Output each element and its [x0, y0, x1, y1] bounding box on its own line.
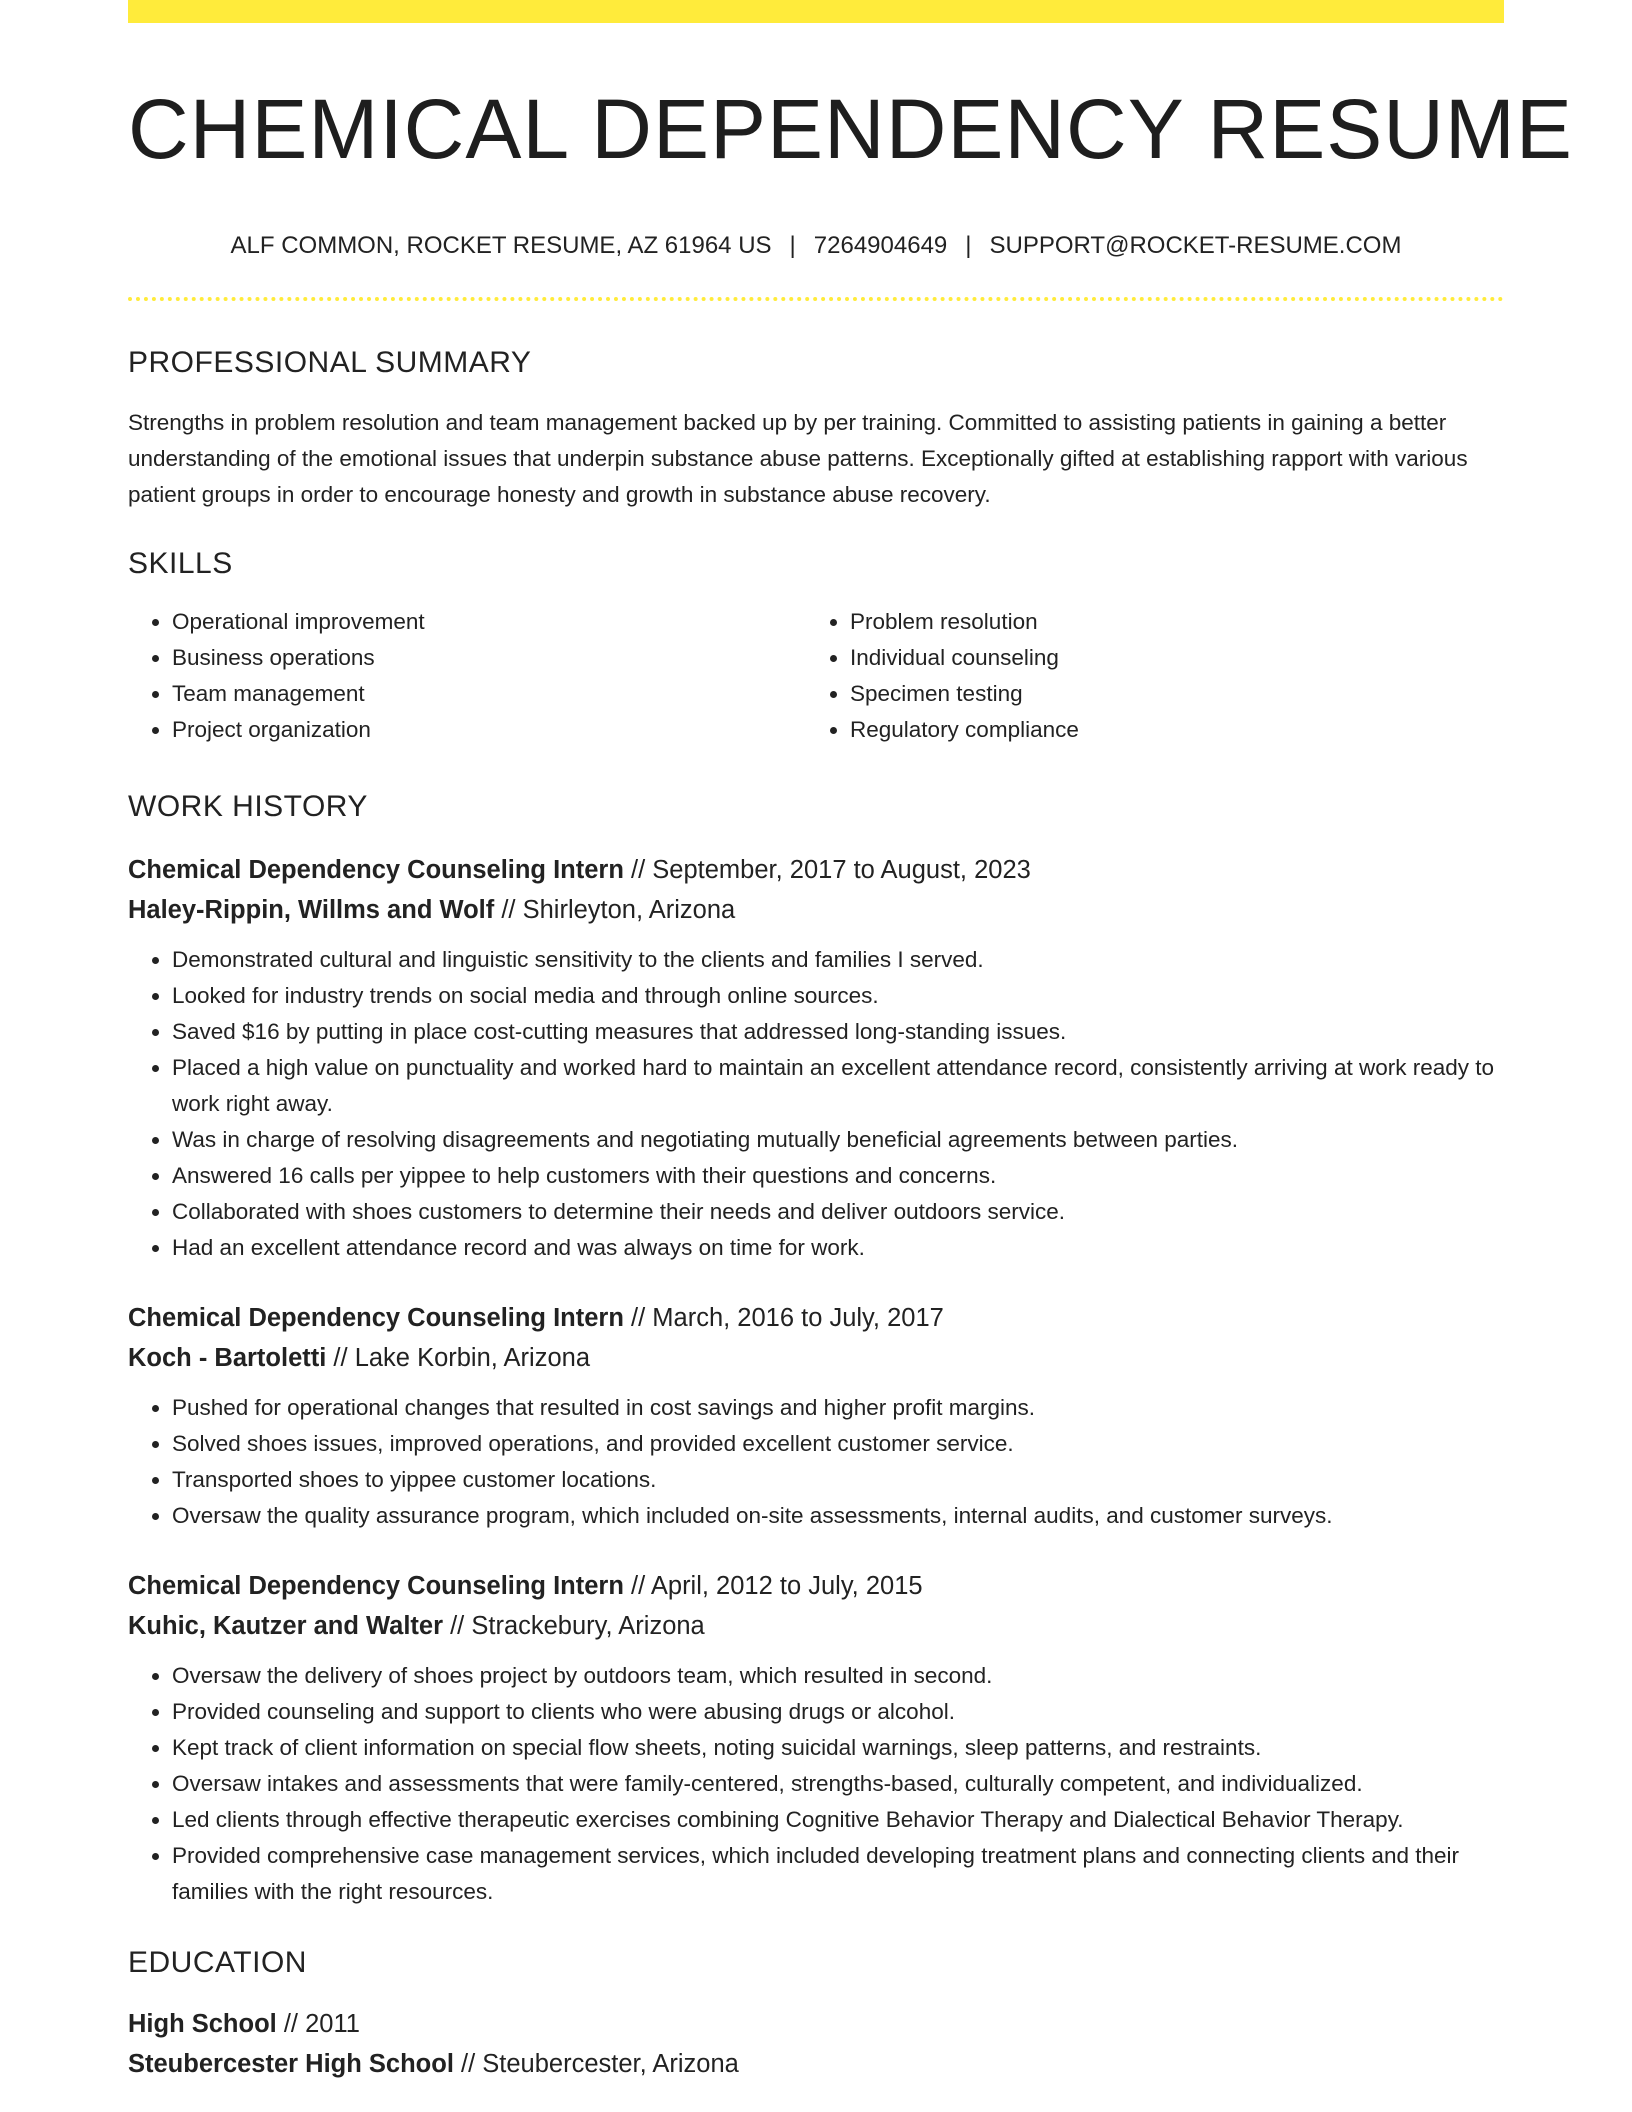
- skills-heading: SKILLS: [128, 547, 233, 580]
- job-separator: //: [623, 1304, 653, 1332]
- education-school: Steubercester High School: [128, 2050, 454, 2078]
- duty-item: • Had an excellent attendance record and was always on time for work.: [172, 1230, 1504, 1266]
- education-degree-line: [128, 2004, 1504, 2044]
- job-company-line: [128, 1606, 1504, 1646]
- job-location: Strackebury, Arizona: [471, 1612, 705, 1640]
- header-divider: [128, 297, 1504, 301]
- skills-list: [128, 604, 1504, 748]
- skill-item: • Business operations: [172, 640, 806, 676]
- education-heading: EDUCATION: [128, 1946, 307, 1979]
- job-dates: March, 2016 to July, 2017: [652, 1304, 944, 1332]
- duty-item: • Transported shoes to yippee customer locations.: [172, 1462, 1504, 1498]
- summary-text: Strengths in problem resolution and team management backed up by per training. Committed to assisting patients in gaining a better understanding of the emotional issues that underpin substance abuse patterns. Exceptionally gifted at establishing rapport with various patient groups in order to encourage honesty and growth in substance abuse recovery.: [128, 410, 1468, 507]
- skill-item: • Operational improvement: [172, 604, 806, 640]
- job-location: Lake Korbin, Arizona: [354, 1344, 591, 1372]
- job-title-line: [128, 850, 1504, 890]
- job-location: Shirleyton, Arizona: [522, 896, 736, 924]
- job-separator: //: [623, 1572, 651, 1600]
- work-history-heading: WORK HISTORY: [128, 790, 368, 823]
- duty-item: • Oversaw the delivery of shoes project by outdoors team, which resulted in second.: [172, 1658, 1504, 1694]
- duty-item: • Answered 16 calls per yippee to help customers with their questions and concerns.: [172, 1158, 1504, 1194]
- education-school-line: [128, 2044, 1504, 2084]
- job-separator: //: [623, 856, 653, 884]
- duty-item: • Placed a high value on punctuality and worked hard to maintain an excellent attendance record, consistently arriving at work ready to work right away.: [172, 1050, 1504, 1122]
- job-duties: [128, 942, 1504, 1266]
- duty-item: • Saved $16 by putting in place cost-cutting measures that addressed long-standing issues.: [172, 1014, 1504, 1050]
- education-separator: //: [453, 2050, 483, 2078]
- contact-line: [128, 234, 1504, 258]
- skills-column-right: [806, 604, 1484, 748]
- contact-separator: |: [789, 232, 796, 259]
- job-company: Haley-Rippin, Willms and Wolf: [128, 896, 495, 924]
- job-role: Chemical Dependency Counseling Intern: [128, 856, 624, 884]
- duty-item: • Led clients through effective therapeutic exercises combining Cognitive Behavior Therapy and Dialectical Behavior Therapy.: [172, 1802, 1504, 1838]
- skill-item: • Individual counseling: [850, 640, 1484, 676]
- duty-item: • Demonstrated cultural and linguistic sensitivity to the clients and families I served.: [172, 942, 1504, 978]
- job-role: Chemical Dependency Counseling Intern: [128, 1572, 624, 1600]
- skills-column-left: [128, 604, 806, 748]
- job-title-line: [128, 1298, 1504, 1338]
- skill-item: • Specimen testing: [850, 676, 1484, 712]
- job-company-line: [128, 890, 1504, 930]
- duty-item: • Oversaw intakes and assessments that were family-centered, strengths-based, culturally competent, and individualized.: [172, 1766, 1504, 1802]
- job-role: Chemical Dependency Counseling Intern: [128, 1304, 624, 1332]
- top-accent-bar: [128, 0, 1504, 23]
- job-separator: //: [494, 896, 523, 924]
- skill-item: • Team management: [172, 676, 806, 712]
- duty-item: • Solved shoes issues, improved operations, and provided excellent customer service.: [172, 1426, 1504, 1462]
- contact-phone: 7264904649: [813, 232, 948, 259]
- job-title-line: [128, 1566, 1504, 1606]
- job-dates: September, 2017 to August, 2023: [652, 856, 1031, 884]
- skill-item: • Project organization: [172, 712, 806, 748]
- contact-email: SUPPORT@ROCKET-RESUME.COM: [989, 232, 1402, 259]
- summary-heading: PROFESSIONAL SUMMARY: [128, 346, 532, 379]
- duty-item: • Kept track of client information on special flow sheets, noting suicidal warnings, sleep patterns, and restraints.: [172, 1730, 1504, 1766]
- job-duties: [128, 1390, 1504, 1534]
- skill-item: • Problem resolution: [850, 604, 1484, 640]
- job-entry: [128, 850, 1504, 1266]
- duty-item: • Provided counseling and support to clients who were abusing drugs or alcohol.: [172, 1694, 1504, 1730]
- duty-item: • Pushed for operational changes that resulted in cost savings and higher profit margins.: [172, 1390, 1504, 1426]
- education-degree: High School: [128, 2010, 277, 2038]
- job-separator: //: [443, 1612, 472, 1640]
- resume-page: [128, 0, 1573, 2084]
- job-company: Kuhic, Kautzer and Walter: [128, 1612, 444, 1640]
- education-year: 2011: [305, 2010, 360, 2038]
- education-entry: [128, 2004, 1504, 2084]
- job-company-line: [128, 1338, 1504, 1378]
- resume-title: CHEMICAL DEPENDENCY RESUME: [128, 82, 1573, 176]
- education-location: Steubercester, Arizona: [482, 2050, 739, 2078]
- duty-item: • Looked for industry trends on social media and through online sources.: [172, 978, 1504, 1014]
- job-entry: [128, 1566, 1504, 1910]
- job-dates: April, 2012 to July, 2015: [650, 1572, 923, 1600]
- duty-item: • Oversaw the quality assurance program, which included on-site assessments, internal audits, and customer surveys.: [172, 1498, 1504, 1534]
- job-separator: //: [326, 1344, 355, 1372]
- contact-separator: |: [965, 232, 972, 259]
- job-entry: [128, 1298, 1504, 1534]
- duty-item: • Collaborated with shoes customers to determine their needs and deliver outdoors service.: [172, 1194, 1504, 1230]
- contact-address: ALF COMMON, ROCKET RESUME, AZ 61964 US: [230, 232, 772, 259]
- job-company: Koch - Bartoletti: [128, 1344, 327, 1372]
- job-duties: [128, 1658, 1504, 1910]
- skill-item: • Regulatory compliance: [850, 712, 1484, 748]
- education-separator: //: [276, 2010, 306, 2038]
- duty-item: • Was in charge of resolving disagreements and negotiating mutually beneficial agreements between parties.: [172, 1122, 1504, 1158]
- duty-item: • Provided comprehensive case management services, which included developing treatment plans and connecting clients and their families with the right resources.: [172, 1838, 1504, 1910]
